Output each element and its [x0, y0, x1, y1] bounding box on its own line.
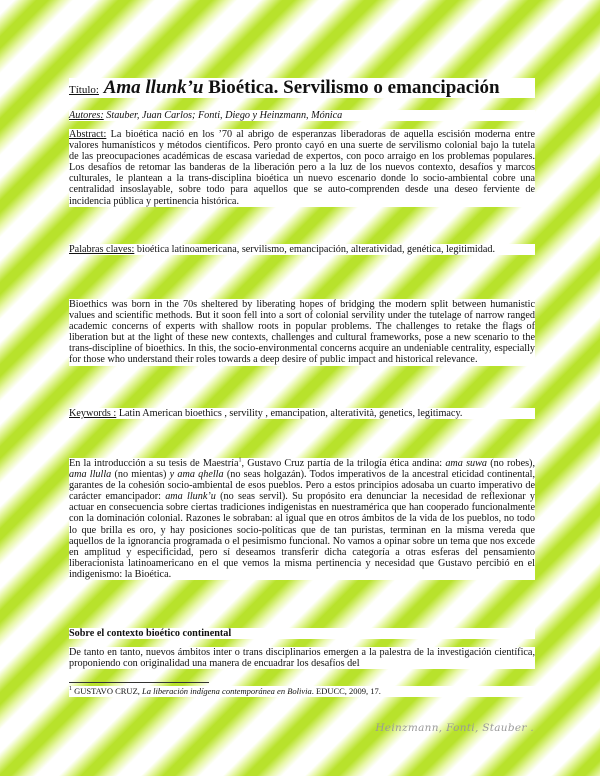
title-band: [69, 78, 535, 98]
abstract-es-band: [69, 129, 535, 207]
keywords-en-text: Latin American bioethics , servility , emancipation, alteratività, genetics, legitimacy.: [116, 408, 463, 419]
heading-band: [69, 628, 535, 639]
footnote: [69, 686, 535, 697]
keywords-es-label: Palabras claves:: [69, 244, 135, 255]
abstract-en: Bioethics was born in the 70s sheltered by liberating hopes of bridging the modern split between humanistic values and scientific methods. But it soon fell into a sort of colonial servility under the tutelage of narrow ranged academic concerns of experts with shallow roots in popular problems. The challenges to retake the flags of liberation but at the light of these new contexts, challenges and cultural frameworks, pose a new scenario to the trans-discipline of bioethics. In this, the socio-environmental concerns acquire an undeniable centrality, especially for those who understand their roles towards a deep desire of public impact and historical relevance.: [69, 299, 535, 366]
p1-b: , Gustavo Cruz partía de la trilogía ética andina:: [241, 458, 446, 469]
p1-f: (no seas servil). Su propósito era denunciar la necesidad de reflexionar y actuar en consecuencia sobre ciertas tradiciones indigenistas en nuestramérica que han cooperado funcionalmente con la dominación colonial. Razones le sobraban: al igual que en otros ámbitos de la vida de los pueblos, no todo lo que brilla es oro, y hay posiciones socio-políticas que de tan puristas, terminan en la misma vereda que aquellos de la ignorancia programada o el pesimismo funcional. No vamos a opinar sobre un tema que nos excede en amplitud y especificidad, pero sí deseamos transferir dicha categoría a otras esferas del pensamiento liberacionista latinoamericano en el que vemos la misma pertinencia y necesidad que Gustavo percibió en el indigenismo: la Bioética.: [69, 491, 535, 580]
p1-c: (no robes),: [487, 458, 535, 469]
keywords-en-label: Keywords :: [69, 408, 117, 419]
keywords-es: [69, 244, 535, 255]
footnote-work: La liberación indígena contemporánea en Bolivia: [142, 686, 312, 696]
keywords-es-text: bioética latinoamericana, servilismo, emancipación, alteratividad, genética, legitimidad.: [134, 244, 496, 255]
keywords-en-band: [69, 408, 535, 419]
title-italic: Ama llunk’u: [103, 77, 204, 98]
section-heading: Sobre el contexto bioético continental: [69, 628, 232, 639]
p1-ama-llulla: ama llulla: [69, 469, 112, 481]
footnote-rest: . EDUCC, 2009, 17.: [311, 686, 381, 696]
footnote-author: GUSTAVO CRUZ: [72, 686, 138, 696]
p1-ama-suwa: ama suwa: [445, 458, 488, 469]
abstract-en-band: [69, 299, 535, 366]
page-footer-authors: Heinzmann, Fonti, Stauber .: [375, 722, 534, 734]
p1-e: (no seas holgazán). Todos imperativos de la ancestral eticidad continental, garantes de la cohesión socio-ambiental de esos pueblos. Pero a estos principios adosaba un cuarto imperativo de carácter emancipador:: [69, 469, 535, 503]
footnote-ref[interactable]: 1: [238, 457, 242, 464]
keywords-es-band: [69, 244, 535, 255]
body-paragraph-2: De tanto en tanto, nuevos ámbitos inter o trans disciplinarios emergen a la palestra de la investigación científica, proponiendo con originalidad una manera de encuadrar los desafíos del: [69, 647, 535, 670]
title-rest: Bioética. Servilismo o emancipación: [203, 77, 500, 98]
footnote-sep: ,: [137, 686, 143, 696]
authors-names: Stauber, Juan Carlos; Fonti, Diego y Heinzmann, Mónica: [103, 110, 343, 121]
body-paragraph-1: [69, 458, 535, 580]
body-p1-band: [69, 458, 535, 580]
p1-a: En la introducción a su tesis de Maestría: [69, 458, 239, 469]
footnote-number: 1: [69, 686, 72, 693]
footnote-rule: [69, 682, 209, 683]
authors-band: [69, 110, 535, 121]
paper-title: [69, 78, 535, 100]
abstract-label: Abstract:: [69, 129, 107, 140]
title-label: Título:: [69, 84, 99, 96]
authors-label: Autores:: [69, 110, 104, 121]
body-p2-band: [69, 647, 535, 669]
abstract-es: [69, 129, 535, 207]
keywords-en: [69, 408, 535, 419]
p1-ama-llunku: ama llunk’u: [165, 491, 216, 503]
authors-line: [69, 110, 535, 121]
p1-ama-qhella: y ama qhella: [169, 469, 224, 481]
abstract-text: La bioética nació en los ’70 al abrigo de esperanzas liberadoras de aquella escisión moderna entre valores humanísticos y métodos científicos. Pero pronto cayó en una suerte de servilismo colonial bajo la tutela de las preocupaciones académicas de escasa variedad de expertos, con poco arraigo en los problemas populares. Los desafíos de retomar las banderas de la liberación pero a la luz de los nuevos contexto, desafíos y marcos culturales, le plantean a la trans-disciplina bioética un nuevo escenario donde lo socio-ambiental cobre una centralidad insoslayable, sobre todo para aquellos que se auto-comprenden desde una deseo ferviente de incidencia pública y pertinencia histórica.: [69, 129, 535, 207]
p1-d: (no mientas): [111, 469, 170, 481]
